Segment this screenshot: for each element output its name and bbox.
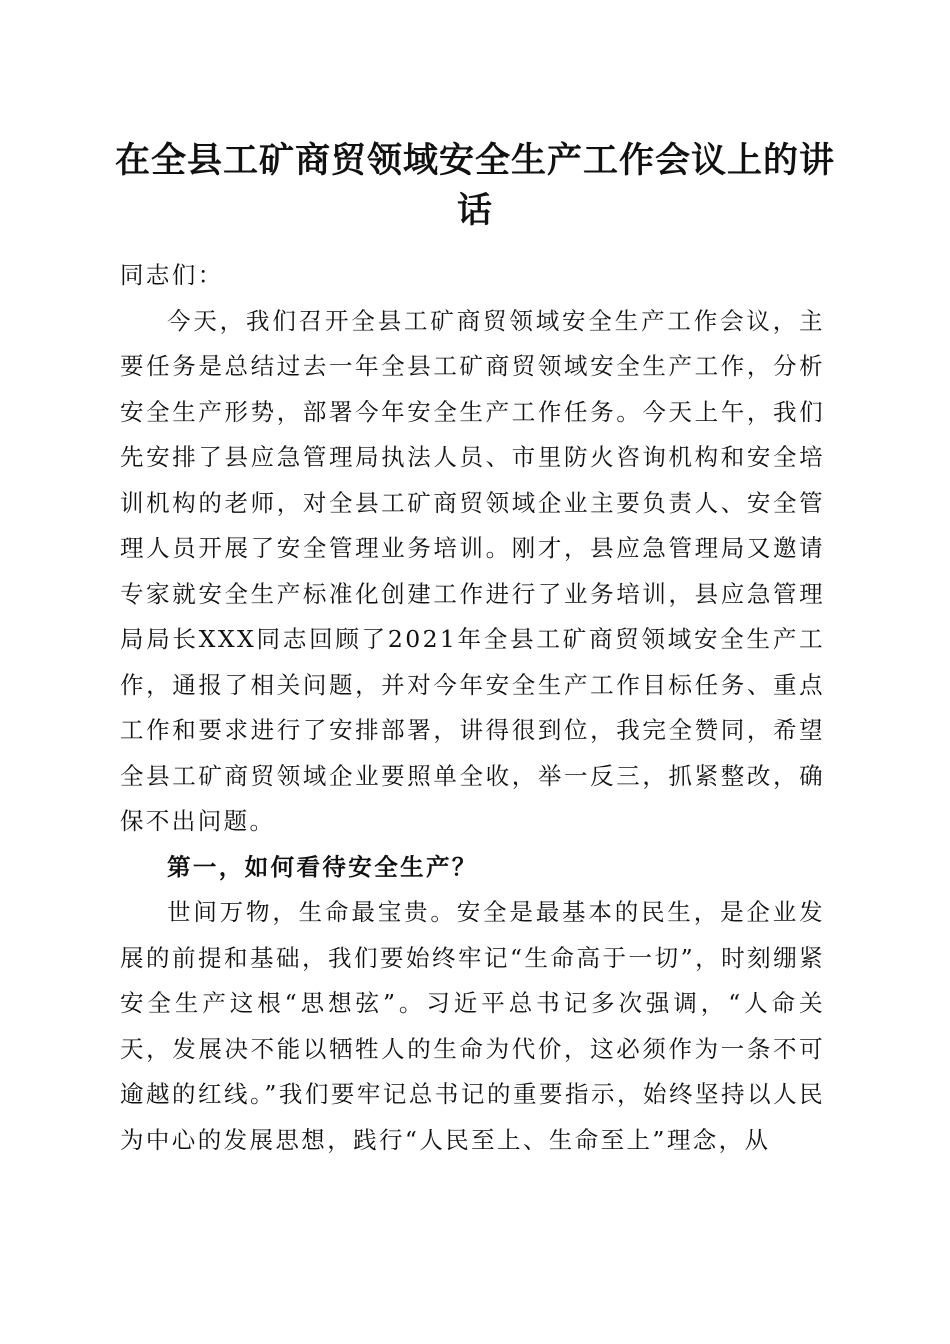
document-title: 在全县工矿商贸领域安全生产工作会议上的讲话 <box>114 140 835 231</box>
section-paragraph: 世间万物，生命最宝贵。安全是最基本的民生，是企业发展的前提和基础，我们要始终牢记“生命高于一切”，时刻绷紧安全生产这根“思想弦”。习近平总书记多次强调，“人命关天，发展决不能以牺牲人的生命为代价，这必须作为一条不可逾越的红线。”我们要牢记总书记的重要指示，始终坚持以人民为中心的发展思想，践行“人民至上、生命至上”理念，从 <box>120 898 825 1154</box>
section-heading: 第一，如何看待安全生产？ <box>167 852 478 881</box>
document-body <box>120 253 825 1163</box>
salutation: 同志们： <box>120 261 224 289</box>
opening-paragraph: 今天，我们召开全县工矿商贸领域安全生产工作会议，主要任务是总结过去一年全县工矿商贸领域安全生产工作，分析安全生产形势，部署今年安全生产工作任务。今天上午，我们先安排了县应急管理局执法人员、市里防火咨询机构和安全培训机构的老师，对全县工矿商贸领域企业主要负责人、安全管理人员开展了安全管理业务培训。刚才，县应急管理局又邀请专家就安全生产标准化创建工作进行了业务培训，县应急管理局局长XXX同志回顾了2021年全县工矿商贸领域安全生产工作，通报了相关问题，并对今年安全生产工作目标任务、重点工作和要求进行了安排部署，讲得很到位，我完全赞同，希望全县工矿商贸领域企业要照单全收，举一反三，抓紧整改，确保不出问题。 <box>120 306 825 835</box>
